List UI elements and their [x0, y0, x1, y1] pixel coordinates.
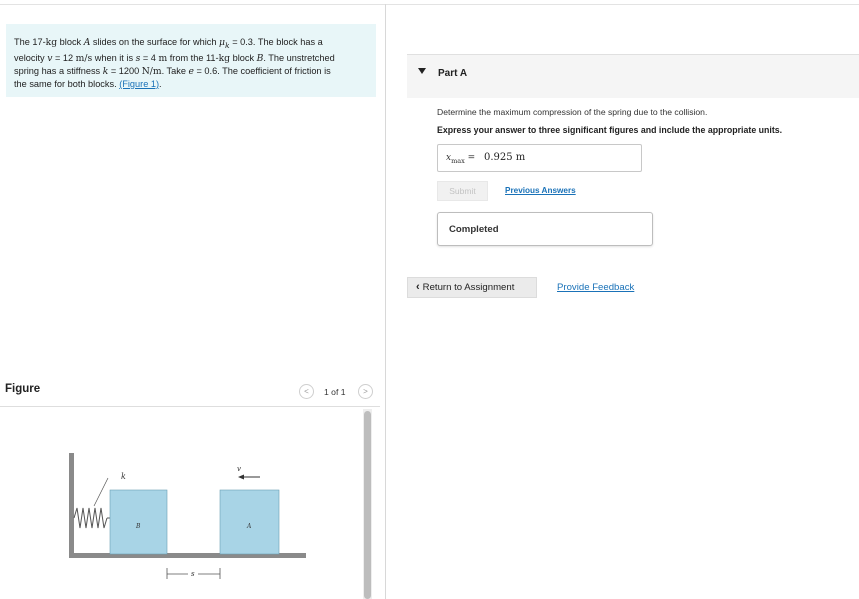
- answer-label-var: x: [446, 153, 452, 163]
- figure-prev-button[interactable]: [299, 384, 314, 399]
- provide-feedback-link[interactable]: Provide Feedback: [557, 282, 635, 293]
- completed-label: Completed: [449, 224, 499, 235]
- figure-next-button[interactable]: [358, 384, 373, 399]
- block-a: [220, 490, 279, 554]
- problem-line-4: the same for both blocks.: [14, 78, 117, 89]
- problem-statement: [6, 24, 376, 97]
- return-label: Return to Assignment: [422, 282, 515, 293]
- top-border: [0, 4, 859, 5]
- caret-down-icon[interactable]: [418, 68, 426, 74]
- answer-label-sub: max: [451, 156, 465, 165]
- answer-field[interactable]: [437, 144, 642, 172]
- completed-status-box: [437, 212, 653, 246]
- answer-value: 0.925 m: [484, 152, 526, 163]
- figure-diagram: [60, 450, 310, 585]
- block-b: [110, 490, 167, 554]
- instruction-text: Express your answer to three significant figures and include the appropriate units.: [437, 125, 783, 135]
- part-a-header[interactable]: [407, 54, 859, 98]
- figure-pager: 1 of 1: [324, 387, 346, 397]
- answer-equals: =: [467, 153, 476, 163]
- figure-link-suffix: .: [159, 78, 162, 89]
- k-label: k: [121, 472, 126, 481]
- s-label: s: [191, 570, 195, 578]
- block-b-label: B: [136, 523, 141, 530]
- chevron-left-icon: <: [304, 387, 309, 396]
- figure-title: Figure: [5, 383, 41, 395]
- figure-scrollbar-thumb[interactable]: [364, 411, 371, 599]
- question-text: Determine the maximum compression of the spring due to the collision.: [437, 107, 708, 117]
- chevron-left-icon: ‹: [416, 281, 420, 293]
- block-a-label: A: [247, 523, 252, 530]
- submit-button[interactable]: Submit: [437, 181, 488, 201]
- k-leader: [94, 478, 108, 506]
- previous-answers-link[interactable]: Previous Answers: [505, 186, 576, 195]
- problem-line-3: spring has a stiffness k = 1200 N/m. Take e = 0.6. The coefficient of friction is: [14, 65, 331, 77]
- velocity-arrowhead: [238, 475, 244, 480]
- chevron-right-icon: >: [363, 387, 368, 396]
- problem-line-2: velocity v = 12 m/s when it is s = 4 m from the 11-kg block B. The unstretched: [14, 52, 335, 64]
- spring: [74, 508, 107, 528]
- v-label: v: [237, 465, 241, 473]
- wall: [69, 453, 74, 556]
- figure-link[interactable]: (Figure 1): [119, 78, 160, 89]
- answer-label: [446, 153, 475, 165]
- part-a-title[interactable]: Part A: [438, 68, 468, 79]
- figure-divider: [0, 406, 380, 407]
- panel-divider: [385, 4, 386, 599]
- return-to-assignment-button[interactable]: [407, 277, 537, 298]
- problem-line-1: The 17-kg block A slides on the surface for which $\mu_k = 0.3$. The block has a: [14, 37, 323, 50]
